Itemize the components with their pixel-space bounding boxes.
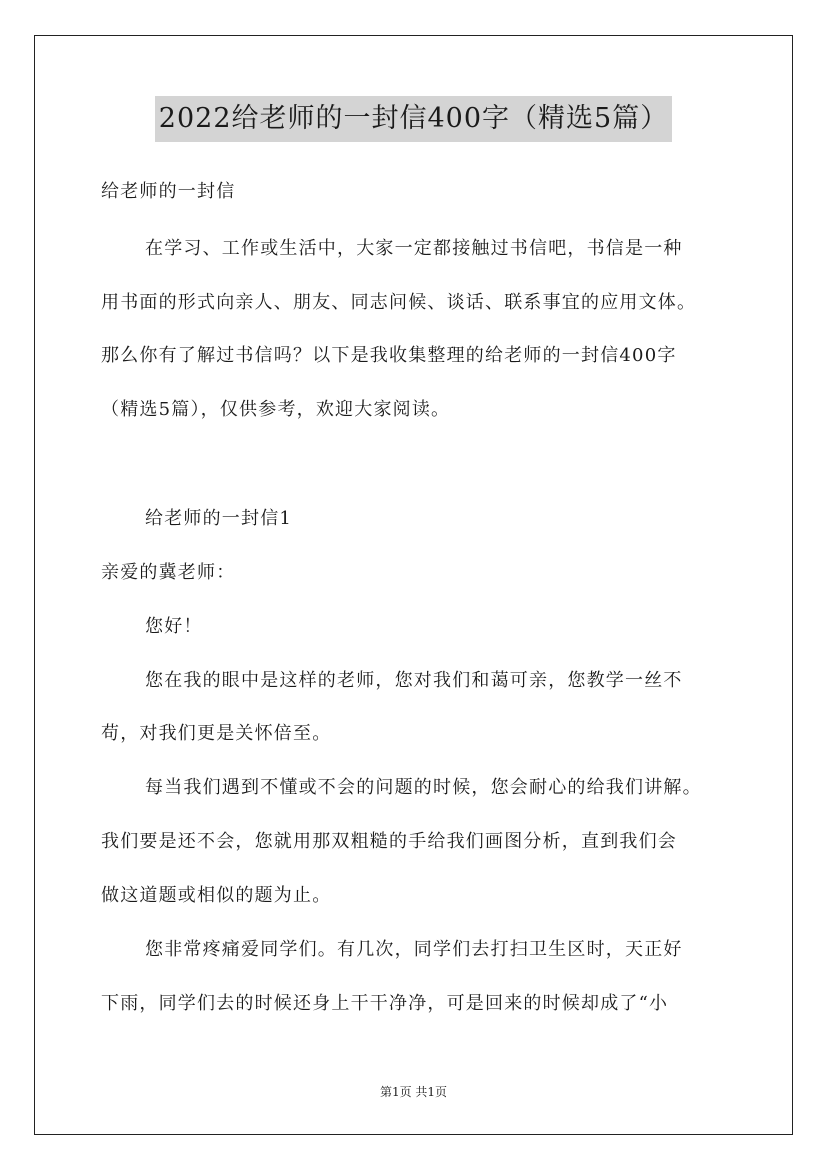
body-line-5: 做这道题或相似的题为止。 [101,885,332,906]
letter-heading: 给老师的一封信1 [145,508,293,529]
body-line-4: 我们要是还不会，您就用那双粗糙的手给我们画图分析，直到我们会 [101,831,677,852]
intro-line-3: 那么你有了解过书信吗？以下是我收集整理的给老师的一封信400字 [101,345,677,366]
page-footer: 第1页 共1页 [379,1085,448,1099]
body-line-6: 您非常疼痛爱同学们。有几次，同学们去打扫卫生区时，天正好 [145,939,683,960]
body-line-2: 苟，对我们更是关怀倍至。 [101,723,332,744]
body-line-7: 下雨，同学们去的时候还身上干干净净，可是回来的时候却成了“小 [101,993,669,1014]
document-title: 2022给老师的一封信400字（精选5篇） [155,96,672,142]
salutation: 亲爱的冀老师： [101,562,236,583]
intro-line-1: 在学习、工作或生活中，大家一定都接触过书信吧，书信是一种 [145,238,683,259]
title-container [0,96,827,142]
intro-line-4: （精选5篇），仅供参考，欢迎大家阅读。 [101,399,451,420]
greeting: 您好！ [145,616,203,637]
body-line-1: 您在我的眼中是这样的老师，您对我们和蔼可亲，您教学一丝不 [145,670,683,691]
subtitle: 给老师的一封信 [101,181,236,202]
intro-line-2: 用书面的形式向亲人、朋友、同志问候、谈话、联系事宜的应用文体。 [101,292,697,313]
body-line-3: 每当我们遇到不懂或不会的问题的时候，您会耐心的给我们讲解。 [145,777,702,798]
